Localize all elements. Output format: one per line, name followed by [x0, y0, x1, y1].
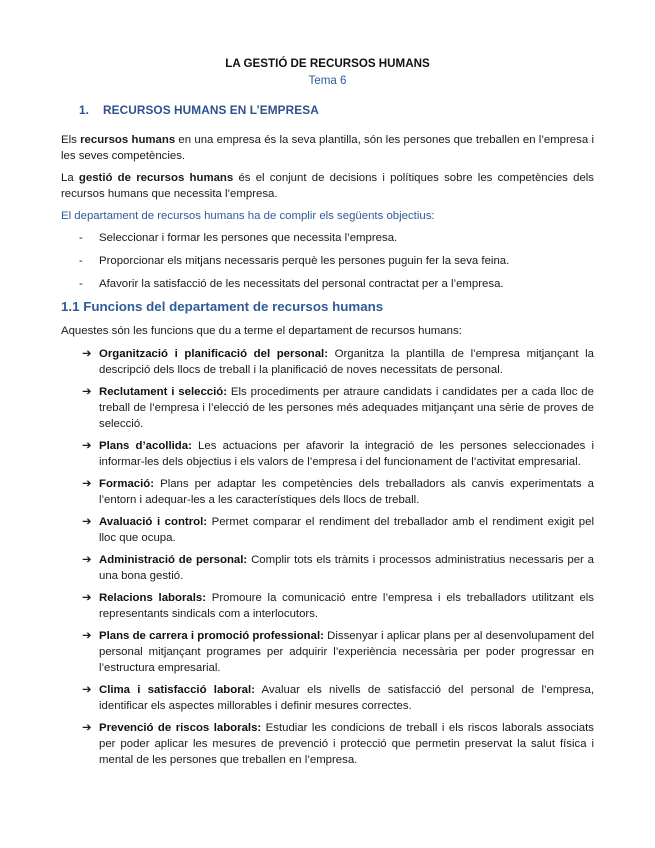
list-item: [61, 628, 594, 676]
function-term: Formació:: [99, 478, 155, 490]
function-term: Prevenció de riscos laborals:: [99, 722, 262, 734]
list-item: [61, 276, 594, 292]
function-term: Avaluació i control:: [99, 516, 208, 528]
list-item: [61, 682, 594, 714]
paragraph-text: és el conjunt de decisions i polítiques sobre les competències dels recursos humans que necessita l’empresa.: [61, 172, 594, 200]
paragraph-gestio: [61, 170, 594, 202]
list-item: [61, 253, 594, 269]
function-description: Estudiar les condicions de treball i els riscos laborals associats per poder aplicar les mesures de prevenció i protecció que permetin preservat la salut física i mental de les persones que treballen en l’empresa.: [99, 722, 594, 766]
list-item: [61, 514, 594, 546]
list-item: [61, 346, 594, 378]
paragraph-text: La: [61, 172, 79, 184]
list-item: [61, 552, 594, 584]
list-item: [61, 720, 594, 768]
section-number: 1.: [79, 103, 90, 117]
function-term: Plans de carrera i promoció professional:: [99, 630, 324, 642]
arrow-right-icon: ➔: [82, 516, 92, 528]
page-content: [61, 56, 594, 774]
arrow-right-icon: ➔: [82, 630, 92, 642]
paragraph-text: Els: [61, 134, 81, 146]
arrow-right-icon: ➔: [82, 348, 92, 360]
function-term: Organització i planificació del personal:: [99, 348, 328, 360]
objectives-list: [61, 230, 594, 292]
function-description: Els procediments per atraure candidats i candidates per a cada lloc de treball de l’empresa i l’elecció de les persones més adequades mitjançant una sèrie de proves de selecció.: [99, 386, 594, 430]
function-description: Organitza la plantilla de l’empresa mitjançant la descripció dels llocs de treball i la planificació de noves necessitats de personal.: [99, 348, 594, 376]
arrow-right-icon: ➔: [82, 722, 92, 734]
list-item-text: Afavorir la satisfacció de les necessitats del personal contractat per a l’empresa.: [99, 278, 504, 290]
objectives-intro: El departament de recursos humans ha de complir els següents objectius:: [61, 210, 435, 222]
function-description: Permet comparar el rendiment del treballador amb el rendiment exigit pel lloc que ocupa.: [99, 516, 594, 544]
document-title: LA GESTIÓ DE RECURSOS HUMANS: [225, 57, 430, 70]
paragraph-text: en una empresa és la seva plantilla, són les persones que treballen en l’empresa i les seves competències.: [61, 134, 594, 162]
functions-list: [61, 346, 594, 768]
arrow-right-icon: ➔: [82, 684, 92, 696]
function-description: Plans per adaptar les competències dels treballadors als canvis experimentats a l’entorn i adequar-les a les característiques dels llocs de treball.: [99, 478, 594, 506]
section-heading: [79, 102, 594, 118]
function-description: Complir tots els tràmits i processos administratius necessaris per a una bona gestió.: [99, 554, 595, 582]
function-term: Reclutament i selecció:: [99, 386, 228, 398]
list-item: [61, 590, 594, 622]
arrow-right-icon: ➔: [82, 440, 92, 452]
dash-bullet: -: [79, 255, 83, 267]
function-description: Avaluar els nivells de satisfacció del personal de l’empresa, identificar els aspectes millorables i definir mesures correctes.: [99, 684, 595, 712]
section-heading-text: RECURSOS HUMANS EN L’EMPRESA: [103, 103, 319, 117]
function-description: Les actuacions per afavorir la integració de les persones seleccionades i informar-les dels objectius i els valors de l’empresa i del funcionament de l’activitat empresarial.: [99, 440, 595, 468]
arrow-right-icon: ➔: [82, 592, 92, 604]
dash-bullet: -: [79, 232, 83, 244]
function-term: Relacions laborals:: [99, 592, 207, 604]
functions-intro: Aquestes són les funcions que du a terme el departament de recursos humans:: [61, 325, 462, 337]
arrow-right-icon: ➔: [82, 386, 92, 398]
list-item: [61, 438, 594, 470]
function-description: Promoure la comunicació entre l’empresa i els treballadors utilitzant els representants sindicals com a interlocutors.: [99, 592, 595, 620]
function-description: Dissenyar i aplicar plans per al desenvolupament del personal mitjançant programes per adquirir l’experiència necessària per poder progressar en l’estructura empresarial.: [99, 630, 594, 674]
list-item-text: Proporcionar els mitjans necessaris perquè les persones puguin fer la seva feina.: [99, 255, 510, 267]
dash-bullet: -: [79, 278, 83, 290]
paragraph-recursos-humans: [61, 132, 594, 164]
document-subtitle: Tema 6: [308, 74, 347, 87]
subsection-heading: 1.1 Funcions del departament de recursos humans: [61, 299, 384, 314]
function-term: Administració de personal:: [99, 554, 248, 566]
function-term: Plans d’acollida:: [99, 440, 192, 452]
function-term: Clima i satisfacció laboral:: [99, 684, 255, 696]
list-item: [61, 230, 594, 246]
list-item: [61, 476, 594, 508]
bold-term: gestió de recursos humans: [78, 172, 234, 184]
list-item-text: Seleccionar i formar les persones que necessita l’empresa.: [99, 232, 398, 244]
arrow-right-icon: ➔: [82, 554, 92, 566]
list-item: [61, 384, 594, 432]
bold-term: recursos humans: [80, 134, 176, 146]
arrow-right-icon: ➔: [82, 478, 92, 490]
